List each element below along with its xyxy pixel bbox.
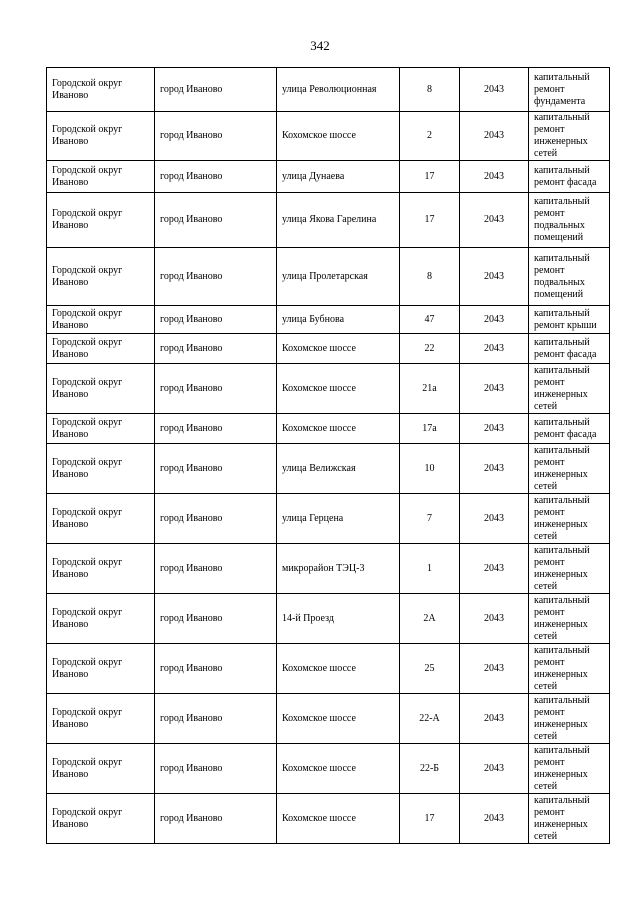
cell-settlement: город Иваново bbox=[155, 444, 277, 494]
cell-year: 2043 bbox=[460, 364, 529, 414]
cell-settlement: город Иваново bbox=[155, 193, 277, 248]
cell-house-number: 22 bbox=[400, 334, 460, 364]
cell-street: 14-й Проезд bbox=[277, 594, 400, 644]
cell-settlement: город Иваново bbox=[155, 306, 277, 334]
cell-settlement: город Иваново bbox=[155, 334, 277, 364]
cell-settlement: город Иваново bbox=[155, 494, 277, 544]
cell-municipality: Городской округ Иваново bbox=[47, 694, 155, 744]
cell-house-number: 17 bbox=[400, 794, 460, 844]
cell-work-type: капитальный ремонт инженерных сетей bbox=[529, 494, 610, 544]
cell-work-type: капитальный ремонт инженерных сетей bbox=[529, 544, 610, 594]
table-row bbox=[47, 248, 610, 306]
cell-settlement: город Иваново bbox=[155, 112, 277, 161]
cell-house-number: 17 bbox=[400, 193, 460, 248]
table-row bbox=[47, 414, 610, 444]
cell-street: Кохомское шоссе bbox=[277, 694, 400, 744]
cell-street: улица Герцена bbox=[277, 494, 400, 544]
cell-settlement: город Иваново bbox=[155, 694, 277, 744]
cell-street: микрорайон ТЭЦ-3 bbox=[277, 544, 400, 594]
cell-house-number: 8 bbox=[400, 68, 460, 112]
cell-house-number: 10 bbox=[400, 444, 460, 494]
page-number: 342 bbox=[310, 38, 330, 53]
cell-municipality: Городской округ Иваново bbox=[47, 444, 155, 494]
cell-settlement: город Иваново bbox=[155, 364, 277, 414]
table-row bbox=[47, 306, 610, 334]
cell-year: 2043 bbox=[460, 544, 529, 594]
table-row bbox=[47, 334, 610, 364]
cell-street: улица Пролетарская bbox=[277, 248, 400, 306]
cell-year: 2043 bbox=[460, 306, 529, 334]
cell-street: Кохомское шоссе bbox=[277, 744, 400, 794]
table-row bbox=[47, 161, 610, 193]
cell-work-type: капитальный ремонт подвальных помещений bbox=[529, 193, 610, 248]
cell-settlement: город Иваново bbox=[155, 594, 277, 644]
cell-work-type: капитальный ремонт инженерных сетей bbox=[529, 794, 610, 844]
cell-municipality: Городской округ Иваново bbox=[47, 248, 155, 306]
table-row bbox=[47, 494, 610, 544]
cell-street: улица Якова Гарелина bbox=[277, 193, 400, 248]
cell-municipality: Городской округ Иваново bbox=[47, 306, 155, 334]
cell-municipality: Городской округ Иваново bbox=[47, 544, 155, 594]
cell-municipality: Городской округ Иваново bbox=[47, 112, 155, 161]
cell-municipality: Городской округ Иваново bbox=[47, 161, 155, 193]
cell-municipality: Городской округ Иваново bbox=[47, 414, 155, 444]
cell-year: 2043 bbox=[460, 744, 529, 794]
table-row bbox=[47, 112, 610, 161]
table-row bbox=[47, 594, 610, 644]
cell-house-number: 22-Б bbox=[400, 744, 460, 794]
cell-house-number: 25 bbox=[400, 644, 460, 694]
cell-year: 2043 bbox=[460, 444, 529, 494]
cell-municipality: Городской округ Иваново bbox=[47, 193, 155, 248]
table-row bbox=[47, 193, 610, 248]
table-row bbox=[47, 364, 610, 414]
cell-street: улица Бубнова bbox=[277, 306, 400, 334]
table-row bbox=[47, 794, 610, 844]
cell-municipality: Городской округ Иваново bbox=[47, 644, 155, 694]
table-row bbox=[47, 744, 610, 794]
cell-street: Кохомское шоссе bbox=[277, 644, 400, 694]
cell-year: 2043 bbox=[460, 161, 529, 193]
cell-municipality: Городской округ Иваново bbox=[47, 334, 155, 364]
cell-year: 2043 bbox=[460, 112, 529, 161]
cell-year: 2043 bbox=[460, 594, 529, 644]
cell-work-type: капитальный ремонт подвальных помещений bbox=[529, 248, 610, 306]
cell-house-number: 7 bbox=[400, 494, 460, 544]
cell-work-type: капитальный ремонт фундамента bbox=[529, 68, 610, 112]
cell-year: 2043 bbox=[460, 644, 529, 694]
cell-municipality: Городской округ Иваново bbox=[47, 68, 155, 112]
cell-work-type: капитальный ремонт инженерных сетей bbox=[529, 594, 610, 644]
cell-street: Кохомское шоссе bbox=[277, 334, 400, 364]
cell-street: улица Революционная bbox=[277, 68, 400, 112]
cell-year: 2043 bbox=[460, 694, 529, 744]
housing-repair-table bbox=[46, 67, 610, 844]
cell-work-type: капитальный ремонт крыши bbox=[529, 306, 610, 334]
cell-street: Кохомское шоссе bbox=[277, 112, 400, 161]
cell-house-number: 2 bbox=[400, 112, 460, 161]
cell-work-type: капитальный ремонт фасада bbox=[529, 161, 610, 193]
cell-house-number: 22-А bbox=[400, 694, 460, 744]
cell-work-type: капитальный ремонт инженерных сетей bbox=[529, 644, 610, 694]
cell-settlement: город Иваново bbox=[155, 248, 277, 306]
cell-municipality: Городской округ Иваново bbox=[47, 494, 155, 544]
cell-street: улица Дунаева bbox=[277, 161, 400, 193]
cell-year: 2043 bbox=[460, 494, 529, 544]
cell-work-type: капитальный ремонт инженерных сетей bbox=[529, 444, 610, 494]
cell-house-number: 17 bbox=[400, 161, 460, 193]
cell-house-number: 17а bbox=[400, 414, 460, 444]
cell-municipality: Городской округ Иваново bbox=[47, 744, 155, 794]
cell-street: Кохомское шоссе bbox=[277, 794, 400, 844]
cell-street: улица Велижская bbox=[277, 444, 400, 494]
cell-year: 2043 bbox=[460, 193, 529, 248]
cell-house-number: 1 bbox=[400, 544, 460, 594]
cell-house-number: 47 bbox=[400, 306, 460, 334]
cell-house-number: 21а bbox=[400, 364, 460, 414]
cell-settlement: город Иваново bbox=[155, 794, 277, 844]
cell-municipality: Городской округ Иваново bbox=[47, 594, 155, 644]
cell-year: 2043 bbox=[460, 68, 529, 112]
table-row bbox=[47, 544, 610, 594]
cell-year: 2043 bbox=[460, 794, 529, 844]
table-row bbox=[47, 694, 610, 744]
cell-house-number: 2А bbox=[400, 594, 460, 644]
table-row bbox=[47, 444, 610, 494]
cell-settlement: город Иваново bbox=[155, 161, 277, 193]
cell-street: Кохомское шоссе bbox=[277, 364, 400, 414]
cell-year: 2043 bbox=[460, 414, 529, 444]
cell-work-type: капитальный ремонт инженерных сетей bbox=[529, 364, 610, 414]
cell-settlement: город Иваново bbox=[155, 414, 277, 444]
cell-municipality: Городской округ Иваново bbox=[47, 364, 155, 414]
cell-settlement: город Иваново bbox=[155, 744, 277, 794]
cell-year: 2043 bbox=[460, 248, 529, 306]
cell-municipality: Городской округ Иваново bbox=[47, 794, 155, 844]
cell-work-type: капитальный ремонт инженерных сетей bbox=[529, 112, 610, 161]
cell-settlement: город Иваново bbox=[155, 644, 277, 694]
cell-house-number: 8 bbox=[400, 248, 460, 306]
cell-work-type: капитальный ремонт инженерных сетей bbox=[529, 744, 610, 794]
cell-work-type: капитальный ремонт фасада bbox=[529, 414, 610, 444]
cell-year: 2043 bbox=[460, 334, 529, 364]
cell-settlement: город Иваново bbox=[155, 68, 277, 112]
cell-work-type: капитальный ремонт инженерных сетей bbox=[529, 694, 610, 744]
table-row bbox=[47, 68, 610, 112]
table-row bbox=[47, 644, 610, 694]
cell-settlement: город Иваново bbox=[155, 544, 277, 594]
cell-street: Кохомское шоссе bbox=[277, 414, 400, 444]
cell-work-type: капитальный ремонт фасада bbox=[529, 334, 610, 364]
